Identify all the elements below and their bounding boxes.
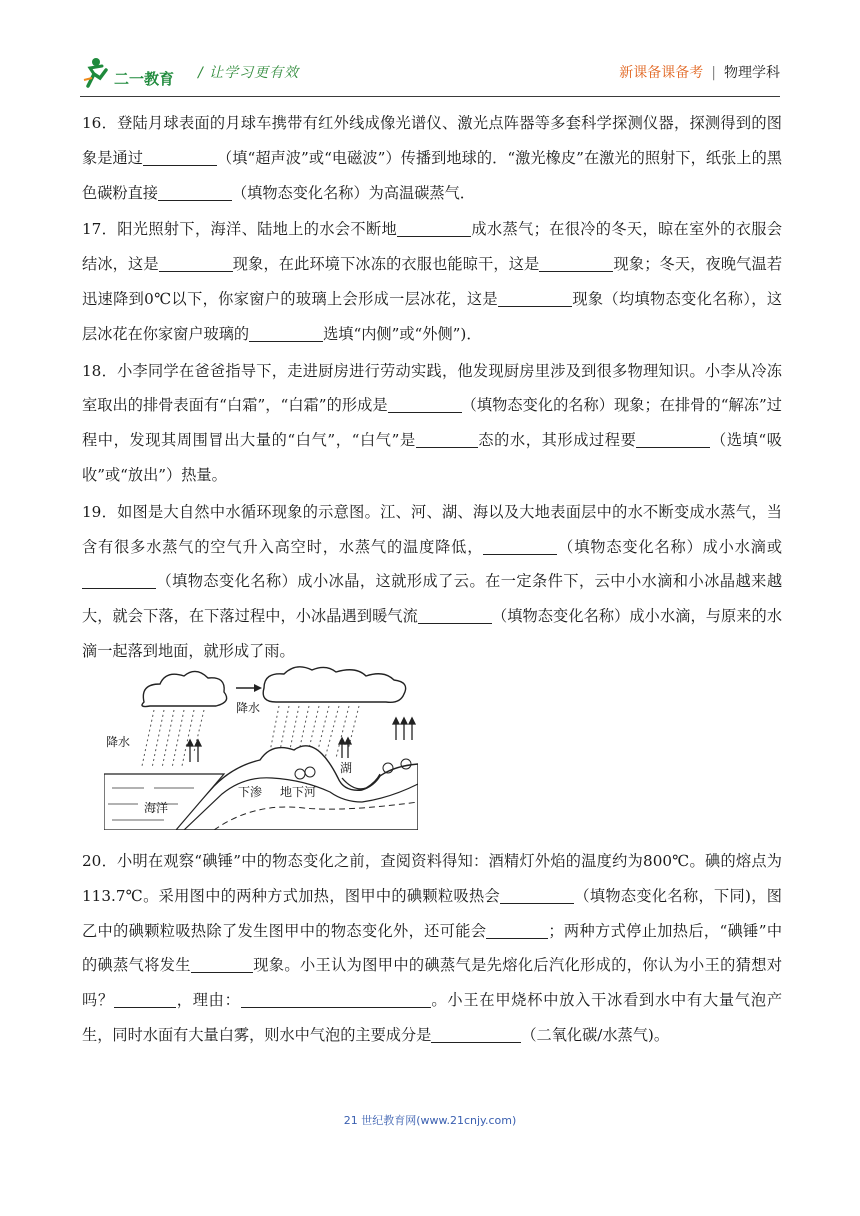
answer-blank[interactable] — [159, 253, 233, 272]
label-rain-top: 降水 — [236, 701, 261, 715]
label-seepage: 下渗 — [238, 785, 263, 799]
answer-blank[interactable] — [636, 429, 710, 448]
cloud-left — [142, 671, 227, 706]
answer-blank[interactable] — [416, 429, 478, 448]
answer-blank[interactable] — [483, 536, 557, 555]
answer-blank[interactable] — [498, 288, 572, 307]
answer-blank[interactable] — [539, 253, 613, 272]
logo-text: 二一教育 — [114, 70, 175, 88]
header-right — [619, 62, 780, 82]
erwy-logo — [82, 56, 190, 90]
answer-blank[interactable] — [397, 218, 471, 237]
answer-blank[interactable] — [241, 989, 431, 1008]
cloud-right — [263, 667, 405, 703]
page-footer: 21 世纪教育网(www.21cnjy.com) — [343, 1114, 517, 1127]
question-list-2 — [82, 844, 782, 1053]
subject-label: 物理学科 — [724, 65, 780, 81]
label-lake: 湖 — [340, 761, 353, 775]
answer-blank[interactable] — [500, 885, 574, 904]
header-separator: | — [711, 65, 716, 81]
question-16: 16．登陆月球表面的月球车携带有红外线成像光谱仪、激光点阵器等多套科学探测仪器，探测得到的图象是通过 （填“超声波”或“电磁波”）传播到地球的．“激光橡皮”在激光的照射下，纸张上的黑色碳粉直接 （填物态变化名称）为高温碳蒸气． — [82, 114, 783, 202]
question-19: 19．如图是大自然中水循环现象的示意图。江、河、湖、海以及大地表面层中的水不断变成水蒸气，当含有很多水蒸气的空气升入高空时，水蒸气的温度降低， （填物态变化名称）成小水滴或（填物态变化名称）成小冰晶，这就形成了云。在一定条件下，云中小水滴和小冰晶越来越大，就会下落，在下落过程中，小冰晶遇到暖气流 （填物态变化名称）成小水滴，与原来的水滴一起落到地面，就形成了雨。 — [82, 502, 783, 660]
slogan: / 让学习更有效 — [198, 65, 300, 81]
question-18: 18．小李同学在爸爸指导下，走进厨房进行劳动实践，他发现厨房里涉及到很多物理知识。小李从冷冻室取出的排骨表面有“白霜”，“白霜”的形成是 （填物态变化的名称）现象；在排骨的“解冻”过程中，发现其周围冒出大量的“白气”，“白气”是 态的水，其形成过程要 （选填“吸收”或“放出”）热量。 — [82, 361, 782, 484]
label-rain-left: 降水 — [106, 735, 131, 749]
answer-blank[interactable] — [486, 920, 548, 939]
answer-blank[interactable] — [143, 147, 217, 166]
label-ocean: 海洋 — [144, 801, 169, 815]
answer-blank[interactable] — [191, 954, 253, 973]
answer-blank[interactable] — [82, 570, 156, 589]
answer-blank[interactable] — [158, 182, 232, 201]
answer-blank[interactable] — [418, 605, 492, 624]
question-17: 17．阳光照射下，海洋、陆地上的水会不断地 成水蒸气；在很冷的冬天，晾在室外的衣服会结冰，这是 现象，在此环境下冰冻的衣服也能晾干，这是 现象；冬天，夜晚气温若迅速降到0℃以下，你家窗户的玻璃上会形成一层冰花，这是 现象（均填物态变化名称），这层冰花在你家窗户玻璃的 选填“内侧”或“外侧”)． — [82, 220, 783, 343]
answer-blank[interactable] — [431, 1024, 521, 1043]
label-underground-river: 地下河 — [280, 785, 317, 799]
answer-blank[interactable] — [114, 989, 176, 1008]
answer-blank[interactable] — [388, 394, 462, 413]
answer-blank[interactable] — [249, 323, 323, 342]
question-list — [82, 106, 782, 669]
course-label: 新课备课备考 — [619, 65, 704, 81]
page-header — [80, 52, 780, 97]
question-20: 20．小明在观察“碘锤”中的物态变化之前，查阅资料得知：酒精灯外焰的温度约为800℃。碘的熔点为113.7℃。采用图中的两种方式加热，图甲中的碘颗粒吸热会 （填物态变化名称，下同)，图乙中的碘颗粒吸热除了发生图甲中的物态变化外，还可能会 ；两种方式停止加热后，“碘锤”中的碘蒸气将发生 现象。小王认为图甲中的碘蒸气是先熔化后汽化形成的，你认为小王的猜想对吗？ ，理由： 。小王在甲烧杯中放入干冰看到水中有大量气泡产生，同时水面有大量白雾，则水中气泡的主要成分是 （二氧化碳/水蒸气)。 — [82, 852, 783, 1044]
water-cycle-diagram — [104, 662, 418, 830]
